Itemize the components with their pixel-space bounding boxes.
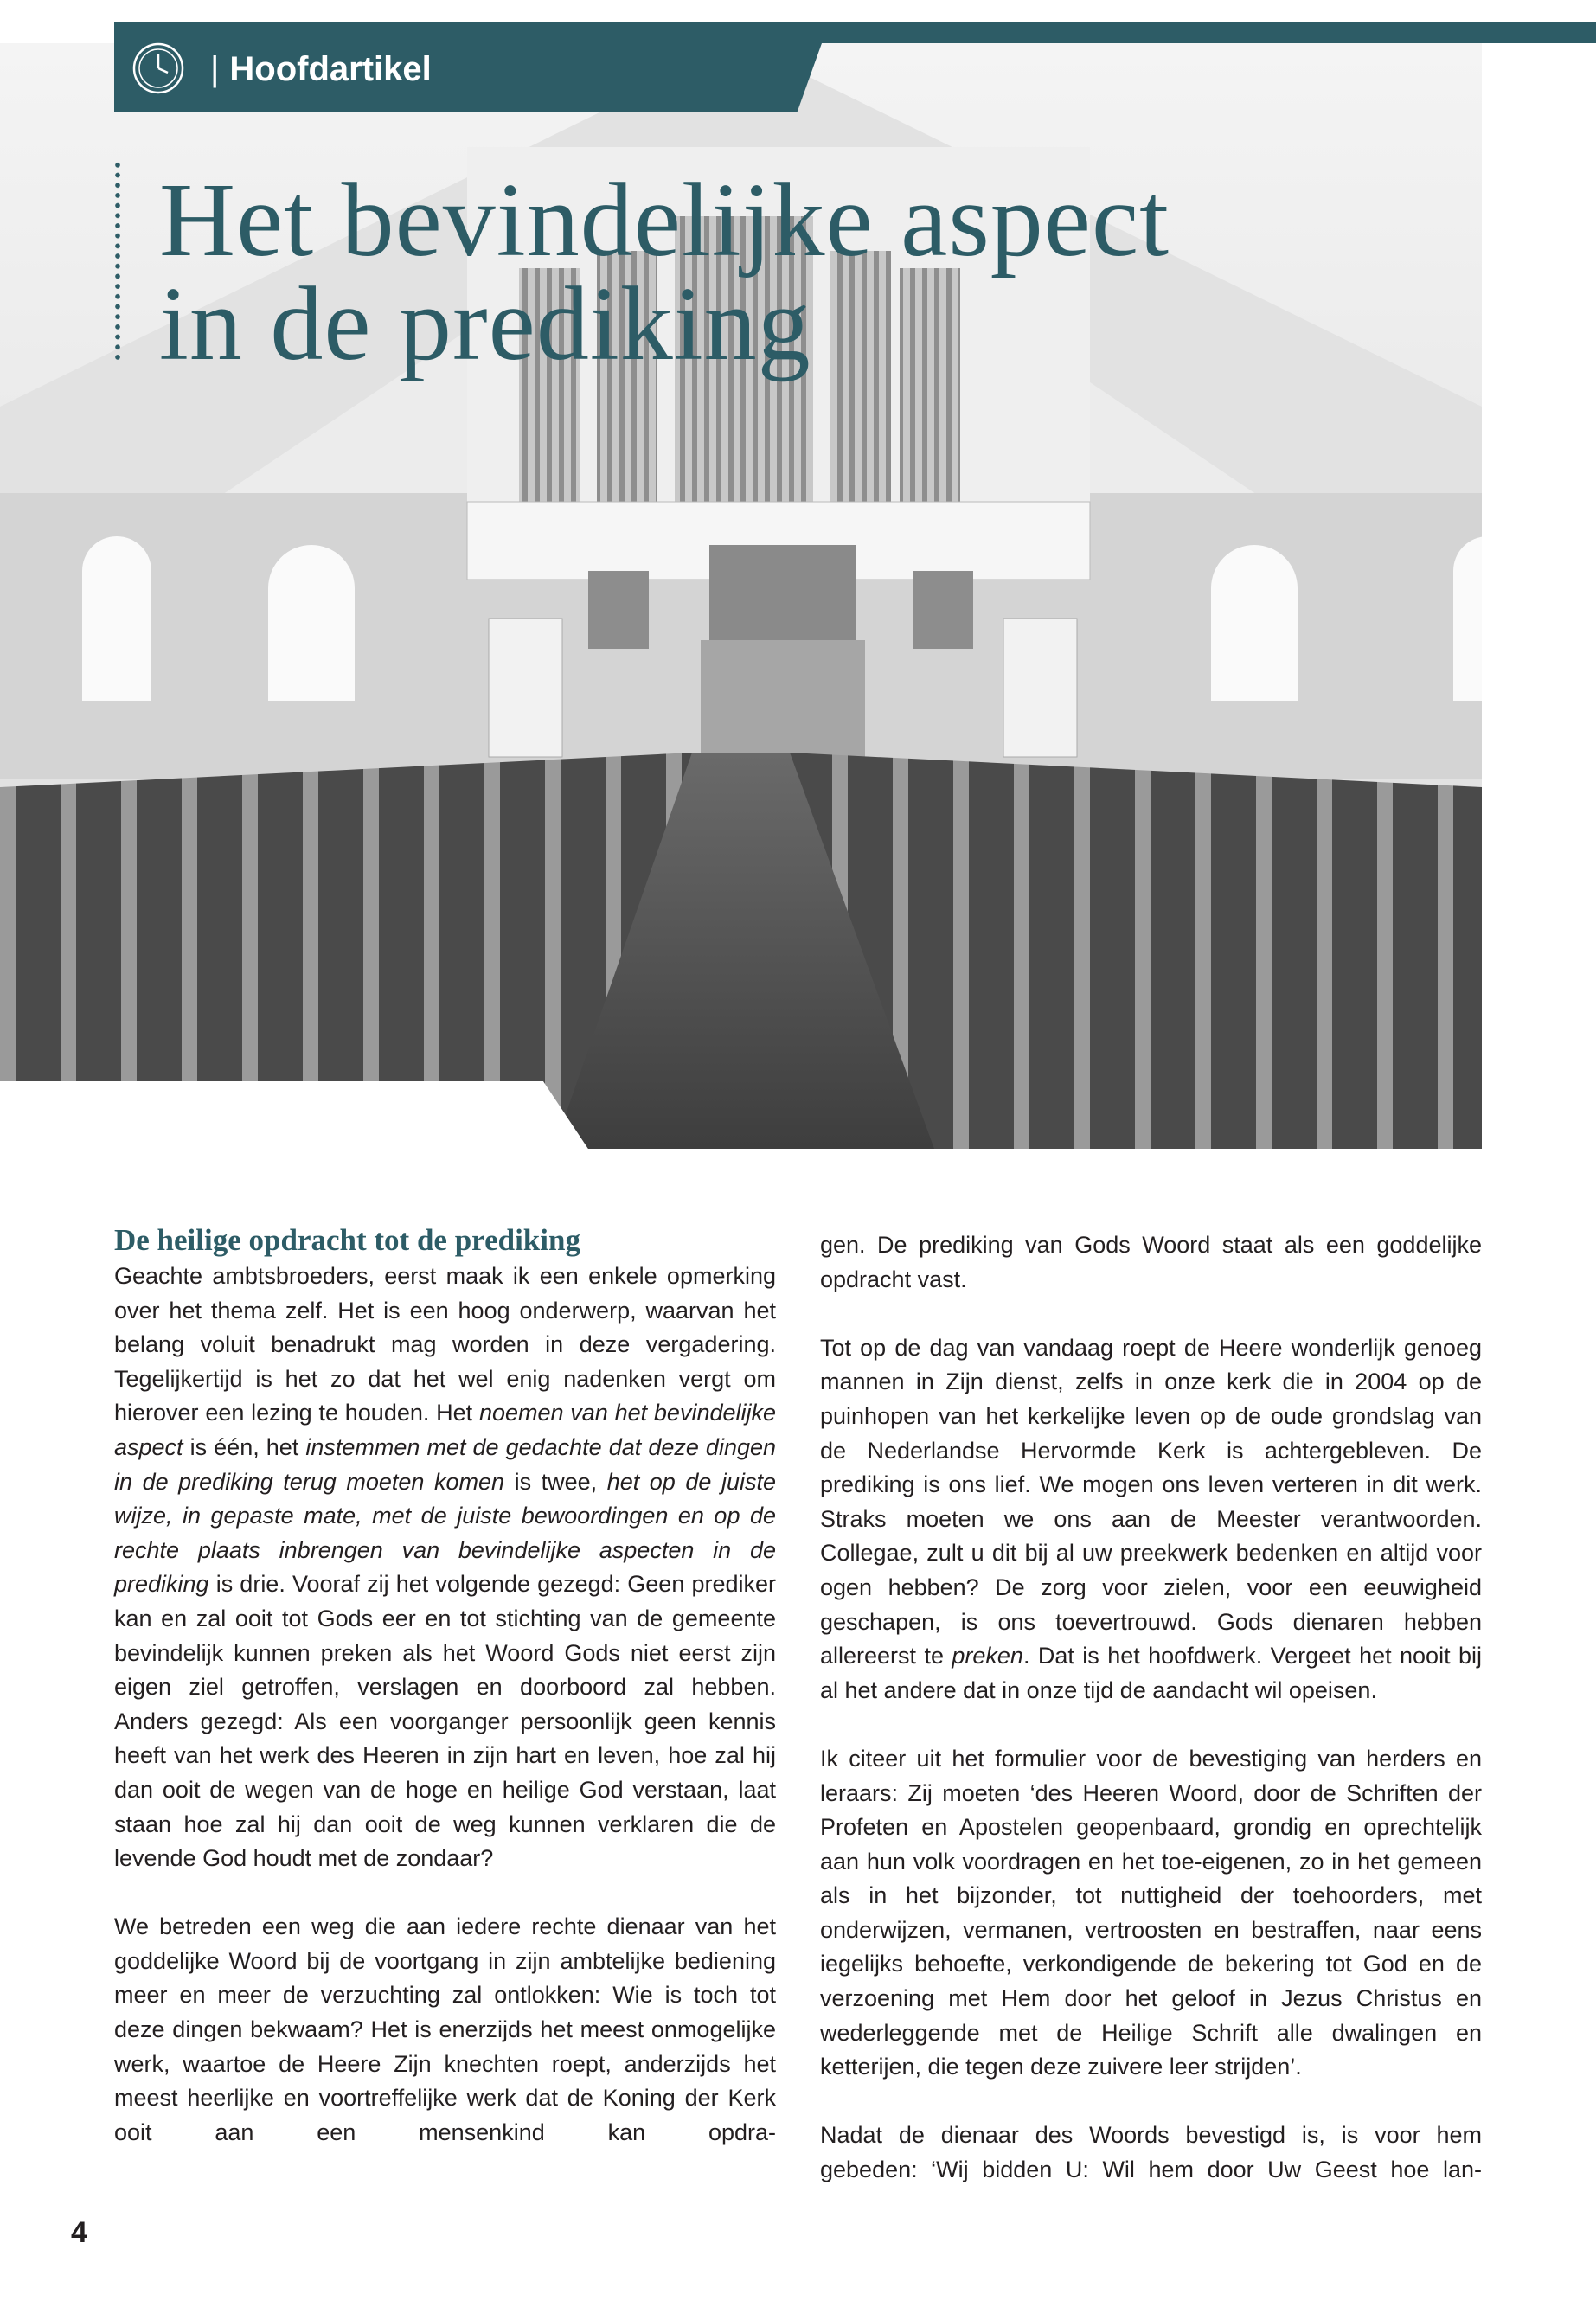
text: is twee, <box>504 1468 607 1495</box>
italic-text: noemen van het bevindelijke aspect <box>114 1400 776 1460</box>
text: is drie. Vooraf zij het volgende gezegd: Geen prediker kan en zal ooit tot Gods eer en tot stichting van de gemeente bevindelijk kunnen preken als het Woord Gods niet eerst zijn eigen ziel getroffen, verslagen en doorboord zal hebben. Anders gezegd: Als een voorganger persoonlijk geen kennis heeft van het werk des Heeren in zijn hart en leven, hoe zal hij dan ooit de wegen van de hoge en heilige God verstaan, laat staan hoe zal hij dan ooit de weg kunnen verklaren die de levende God houdt met de zondaar? <box>114 1571 776 1872</box>
italic-text: preken <box>952 1643 1023 1670</box>
text: Tot op de dag van vandaag roept de Heere wonderlijk genoeg mannen in Zijn dienst, zelfs in onze kerk die in 2004 op de puinhopen van het kerkelijke leven op de oude grondslag van de Nederlandse Hervormde Kerk is achtergebleven. De prediking is ons lief. We mogen ons leven verteren in dit werk. Straks moeten we ons aan de Meester verantwoorden. Collegae, zult u dit bij al uw preekwerk bedenken en altijd voor ogen hebben? De zorg voor zielen, voor een eeuwigheid geschapen, is ons toevertrouwd. Gods dienaren hebben allereerst te <box>820 1334 1482 1670</box>
paragraph <box>114 1259 776 1876</box>
italic-text: het op de juiste wijze, in gepaste mate, met de juiste bewoordingen en op de rechte plaats inbrengen van bevindelijke aspecten in de prediking <box>114 1468 776 1598</box>
left-column <box>114 1221 776 2184</box>
paragraph <box>820 1331 1482 1708</box>
text: . Dat is het hoofdwerk. Vergeet het nooit bij al het andere dat in onze tijd de aandacht wil opeisen. <box>820 1643 1482 1703</box>
dotted-divider <box>114 160 121 363</box>
right-column <box>820 1228 1482 2221</box>
text: Geachte ambtsbroeders, eerst maak ik een enkele opmerking over het thema zelf. Het is een hoog onderwerp, waarvan het belang voluit benadrukt mag worden in deze vergadering. Tegelijkertijd is het zo dat het wel enig nadenken vergt om hierover een lezing te houden. Het <box>114 1263 776 1426</box>
paragraph: We betreden een weg die aan iedere rechte dienaar van het goddelijke Woord bij de voortgang in zijn ambtelijke bediening meer en meer de verzuchting zal ontlokken: Wie is toch tot deze dingen bekwaam? Het is enerzijds het meest onmogelijke werk, waartoe de Heere Zijn knechten roept, anderzijds het meest heerlijke en voortreffelijke werk dat de Koning der Kerk ooit aan een mensenkind kan opdra- <box>114 1913 776 2145</box>
clock-icon <box>131 42 185 95</box>
paragraph: gen. De prediking van Gods Woord staat als een goddelijke opdracht vast. <box>820 1232 1482 1292</box>
separator: | <box>210 50 220 88</box>
title-line-2: in de prediking <box>159 266 811 382</box>
article-title <box>159 162 1170 382</box>
section-title: Hoofdartikel <box>229 50 432 88</box>
paragraph: Nadat de dienaar des Woords bevestigd is, is voor hem gebeden: ‘Wij bidden U: Wil hem door Uw Geest hoe lan- <box>820 2122 1482 2183</box>
title-line-1: Het bevindelijke aspect <box>159 162 1170 279</box>
text: is één, het <box>183 1433 306 1460</box>
italic-text: instemmen met de gedachte dat deze dingen in de prediking terug moeten komen <box>114 1433 777 1495</box>
page-number: 4 <box>71 2216 87 2249</box>
paragraph: Ik citeer uit het formulier voor de bevestiging van herders en leraars: Zij moeten ‘des Heeren Woord, door de Schriften der Profeten en Apostelen geopenbaard, grondig en oprechtelijk aan hun volk voordragen en het toe-eigenen, zo in het gemeen als in het bijzonder, tot nuttigheid der toehoorders, met onderwijzen, vermanen, vertroosten en bestraffen, naar eens iegelijks behoefte, verkondigende de bekering tot God en de verzoening met Hem door het geloof in Jezus Christus en wederleggende met de Heilige Schrift alle dwalingen en ketterijen, die tegen deze zuivere leer strijden’. <box>820 1745 1482 2080</box>
section-label <box>210 45 432 93</box>
subheading: De heilige opdracht tot de prediking <box>114 1223 580 1257</box>
